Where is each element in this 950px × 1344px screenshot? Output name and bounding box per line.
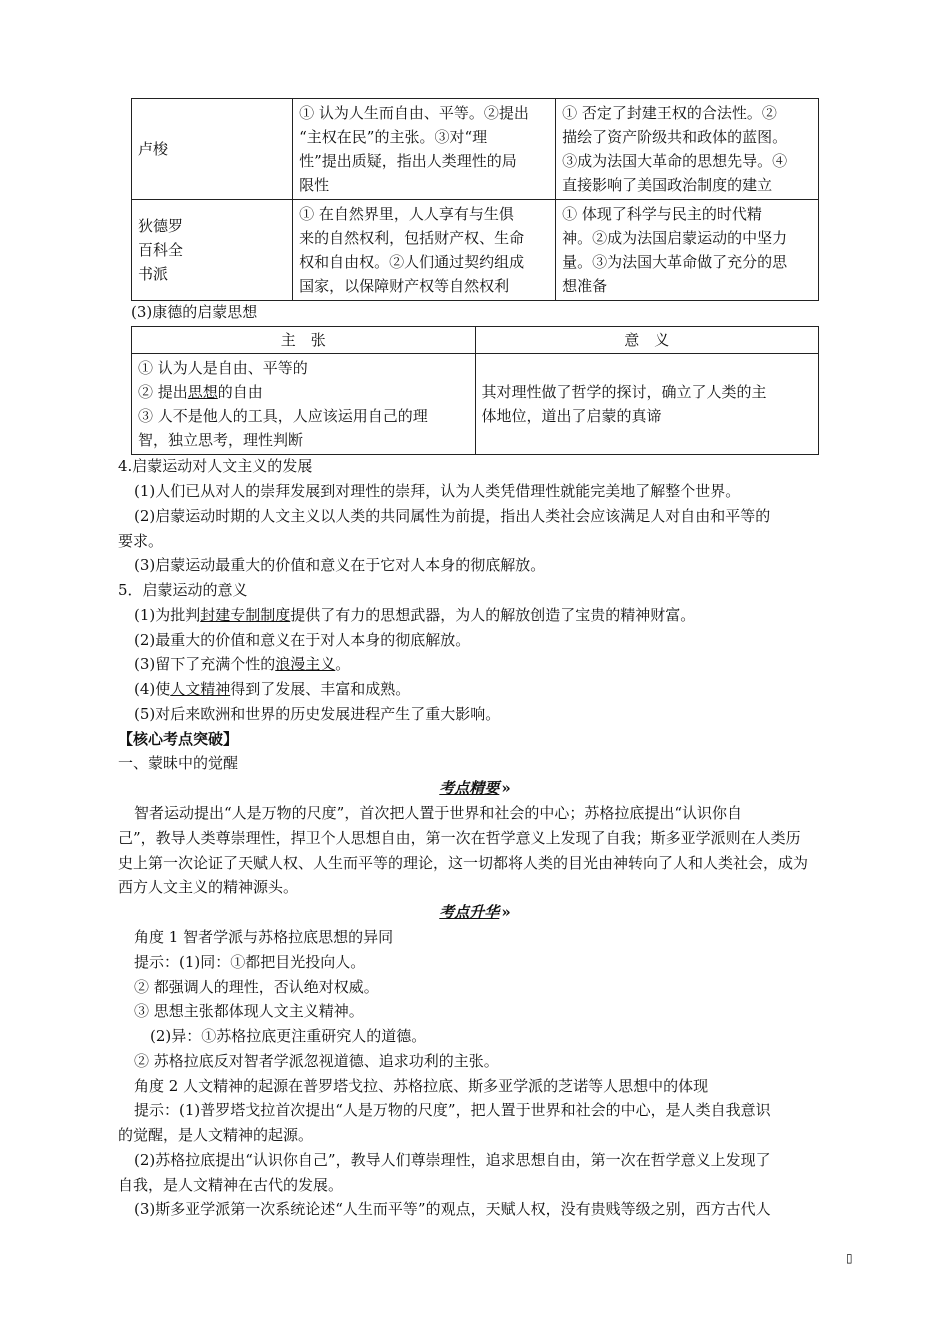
- angle-heading: 角度 1 智者学派与苏格拉底思想的异同: [134, 928, 394, 946]
- views-line: 限性: [299, 176, 330, 194]
- kant-significance-cell: [475, 354, 819, 455]
- thinker-name: 狄德罗: [138, 217, 184, 235]
- views-line: 国家，以保障财产权等自然权利: [299, 277, 510, 295]
- thinker-name-cell: [132, 99, 293, 200]
- section-4-title: 4.启蒙运动对人文主义的发展: [118, 457, 313, 475]
- hint-line: 提示：(1)普罗塔戈拉首次提出“人是万物的尺度”，把人置于世界和社会的中心，是人类自我意识: [134, 1101, 771, 1119]
- significance-line: 直接影响了美国政治制度的建立: [562, 176, 773, 194]
- enlightenment-thinkers-table: [131, 98, 819, 301]
- paragraph: 史上第一次论证了天赋人权、人生而平等的理论，这一切都将人类的目光由神转向了人和人类社会，成为: [118, 854, 809, 872]
- item-underlined: 浪漫主义: [275, 655, 336, 673]
- list-item: [134, 603, 695, 627]
- thinker-significance-cell: [556, 99, 819, 200]
- significance-line: 想准备: [562, 277, 608, 295]
- claim-line: [138, 380, 469, 404]
- page-number-mark: ▯: [846, 1251, 853, 1265]
- claim-text: 的自由: [217, 383, 263, 401]
- double-chevron-icon: »: [501, 903, 511, 921]
- significance-line: ① 否定了封建王权的合法性。②: [562, 104, 777, 122]
- list-item: [134, 677, 410, 701]
- key-point-label: 考点精要: [439, 779, 500, 797]
- paragraph: (2)启蒙运动时期的人文主义以人类的共同属性为前提，指出人类社会应该满足人对自由和平等的: [134, 507, 771, 525]
- table-row: [132, 99, 819, 200]
- angle-heading: 角度 2 人文精神的起源在普罗塔戈拉、苏格拉底、斯多亚学派的芝诺等人思想中的体现: [134, 1077, 709, 1095]
- list-item: (2)最重大的价值和意义在于对人本身的彻底解放。: [134, 631, 471, 649]
- table-row: [132, 200, 819, 301]
- list-item: [134, 652, 350, 676]
- key-point-label: 考点升华: [439, 903, 500, 921]
- thinker-name: 书派: [138, 265, 169, 283]
- column-header: 主 张: [132, 327, 476, 354]
- kant-table: [131, 326, 819, 455]
- core-section-title: 【核心考点突破】: [118, 730, 239, 748]
- paragraph: 要求。: [118, 532, 164, 550]
- hint-line: (2)异：①苏格拉底更注重研究人的道德。: [150, 1027, 427, 1045]
- kant-heading: (3)康德的启蒙思想: [131, 303, 258, 321]
- claim-text: 智，独立思考，理性判断: [138, 431, 304, 449]
- kant-claims-cell: [132, 354, 476, 455]
- views-line: 性”提出质疑，指出人类理性的局: [299, 152, 517, 170]
- paragraph: 智者运动提出“人是万物的尺度”，首次把人置于世界和社会的中心；苏格拉底提出“认识你自: [134, 804, 743, 822]
- hint-line: 自我，是人文精神在古代的发展。: [118, 1176, 344, 1194]
- key-point-heading: [0, 900, 950, 924]
- section-5-title: 5．启蒙运动的意义: [118, 581, 248, 599]
- claim-line: [138, 404, 469, 428]
- thinker-views-cell: [293, 99, 556, 200]
- double-chevron-icon: »: [501, 779, 511, 797]
- significance-line: ③成为法国大革命的思想先导。④: [562, 152, 788, 170]
- claim-underlined: 思想: [187, 383, 218, 401]
- hint-line: (3)斯多亚学派第一次系统论述“人生而平等”的观点，天赋人权，没有贵贱等级之别，西方古代人: [134, 1200, 771, 1218]
- significance-line: ① 体现了科学与民主的时代精: [562, 205, 762, 223]
- thinker-name: 卢梭: [138, 140, 169, 158]
- hint-line: 的觉醒，是人文精神的起源。: [118, 1126, 314, 1144]
- table-header-row: [132, 327, 819, 354]
- claim-line: [138, 356, 469, 380]
- item-text: 提供了有力的思想武器，为人的解放创造了宝贵的精神财富。: [290, 606, 696, 624]
- hint-line: ② 苏格拉底反对智者学派忽视道德、追求功利的主张。: [134, 1052, 499, 1070]
- item-text: 。: [335, 655, 351, 673]
- claim-line: [138, 428, 469, 452]
- views-line: “主权在民”的主张。③对“理: [299, 128, 488, 146]
- hint-line: ② 都强调人的理性，否认绝对权威。: [134, 978, 379, 996]
- key-point-heading: [0, 776, 950, 800]
- hint-line: ③ 思想主张都体现人文主义精神。: [134, 1002, 364, 1020]
- views-line: 来的自然权利，包括财产权、生命: [299, 229, 525, 247]
- significance-line: 描绘了资产阶级共和政体的蓝图。: [562, 128, 788, 146]
- list-item: (5)对后来欧洲和世界的历史发展进程产生了重大影响。: [134, 705, 501, 723]
- paragraph: 西方人文主义的精神源头。: [118, 878, 299, 896]
- item-text: (3)留下了充满个性的: [134, 655, 276, 673]
- thinker-name: 百科全: [138, 241, 184, 259]
- paragraph: (1)人们已从对人的崇拜发展到对理性的崇拜，认为人类凭借理性就能完美地了解整个世界。: [134, 482, 741, 500]
- claim-text: ① 认为人是自由、平等的: [138, 359, 308, 377]
- views-line: 权和自由权。②人们通过契约组成: [299, 253, 525, 271]
- significance-line: 神。②成为法国启蒙运动的中坚力: [562, 229, 788, 247]
- item-text: (4)使: [134, 680, 171, 698]
- claim-text: ③ 人不是他人的工具，人应该运用自己的理: [138, 407, 428, 425]
- item-text: (1)为批判: [134, 606, 201, 624]
- hint-line: (2)苏格拉底提出“认识你自己”，教导人们尊崇理性，追求思想自由，第一次在哲学意义上发现了: [134, 1151, 771, 1169]
- core-subtitle: 一、蒙昧中的觉醒: [118, 754, 239, 772]
- views-line: ① 在自然界里，人人享有与生俱: [299, 205, 514, 223]
- significance-line: 量。③为法国大革命做了充分的思: [562, 253, 788, 271]
- views-line: ① 认为人生而自由、平等。②提出: [299, 104, 529, 122]
- thinker-significance-cell: [556, 200, 819, 301]
- claim-text: ② 提出: [138, 383, 188, 401]
- item-underlined: 人文精神: [170, 680, 231, 698]
- item-text: 得到了发展、丰富和成熟。: [230, 680, 411, 698]
- paragraph: (3)启蒙运动最重大的价值和意义在于它对人本身的彻底解放。: [134, 556, 546, 574]
- thinker-views-cell: [293, 200, 556, 301]
- thinker-name-cell: [132, 200, 293, 301]
- significance-line: 其对理性做了哲学的探讨，确立了人类的主: [481, 383, 767, 401]
- table-row: [132, 354, 819, 455]
- significance-line: 体地位，道出了启蒙的真谛: [481, 407, 662, 425]
- paragraph: 己”，教导人类尊崇理性，捍卫个人思想自由，第一次在哲学意义上发现了自我；斯多亚学派则在人类历: [118, 829, 801, 847]
- column-header: 意 义: [475, 327, 819, 354]
- item-underlined: 封建专制制度: [200, 606, 291, 624]
- hint-line: 提示：(1)同：①都把目光投向人。: [134, 953, 366, 971]
